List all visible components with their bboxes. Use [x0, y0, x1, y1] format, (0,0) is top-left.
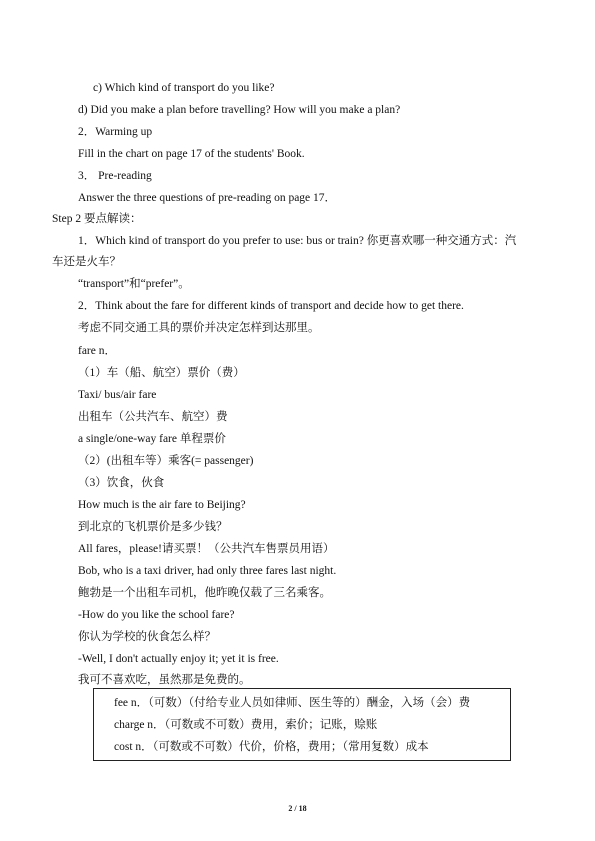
box-line-cost: cost n．（可数或不可数）代价，价格，费用；（常用复数）成本 [114, 741, 429, 753]
box-line-fee: fee n．（可数）（付给专业人员如律师、医生等的）酬金，入场（会）费 [114, 697, 471, 709]
step-heading: Step 2 要点解读： [52, 213, 142, 225]
box-line-charge: charge n．（可数或不可数）费用，索价；记账，赊账 [114, 719, 378, 731]
text-line: Bob, who is a taxi driver, had only three fares last night. [78, 565, 337, 577]
text-line: “transport”和“prefer”。 [78, 278, 190, 290]
text-line: （2）(出租车等）乘客(= passenger) [78, 455, 254, 467]
text-line: a single/one-way fare 单程票价 [78, 433, 226, 445]
text-line: fare n． [78, 345, 116, 357]
text-line: How much is the air fare to Beijing? [78, 499, 246, 511]
text-line: 到北京的飞机票价是多少钱？ [78, 521, 228, 533]
text-line: 考虑不同交通工具的票价并决定怎样到达那里。 [78, 322, 320, 334]
text-line: 出租车（公共汽车、航空）费 [78, 411, 228, 423]
text-line: 1．Which kind of transport do you prefer to use: bus or train? 你更喜欢哪一种交通方式：汽 [78, 235, 517, 247]
text-line: 你认为学校的伙食怎么样？ [78, 631, 216, 643]
page-number: 2 / 18 [288, 804, 307, 813]
text-line: 2．Warming up [78, 126, 153, 138]
text-line: c) Which kind of transport do you like? [93, 82, 275, 94]
text-line: 2．Think about the fare for different kinds of transport and decide how to get there. [78, 300, 464, 312]
text-line: -How do you like the school fare? [78, 609, 235, 621]
text-line: （3）饮食，伙食 [78, 477, 165, 489]
text-line: Fill in the chart on page 17 of the students' Book. [78, 148, 305, 160]
text-line: （1）车（船、航空）票价（费） [78, 367, 245, 379]
text-line: 我可不喜欢吃，虽然那是免费的。 [78, 674, 251, 686]
vocabulary-box [93, 688, 511, 761]
text-line: Taxi/ bus/air fare [78, 389, 157, 401]
text-line: Answer the three questions of pre-reading on page 17． [78, 192, 337, 204]
text-line: 3． Pre-reading [78, 170, 152, 182]
text-line: 车还是火车？ [52, 256, 121, 268]
text-line: All fares，please!请买票！（公共汽车售票员用语） [78, 543, 335, 555]
text-line: -Well, I don't actually enjoy it; yet it is free. [78, 653, 279, 665]
text-line: d) Did you make a plan before travelling? How will you make a plan? [78, 104, 401, 116]
text-line: 鲍勃是一个出租车司机，他昨晚仅载了三名乘客。 [78, 587, 331, 599]
